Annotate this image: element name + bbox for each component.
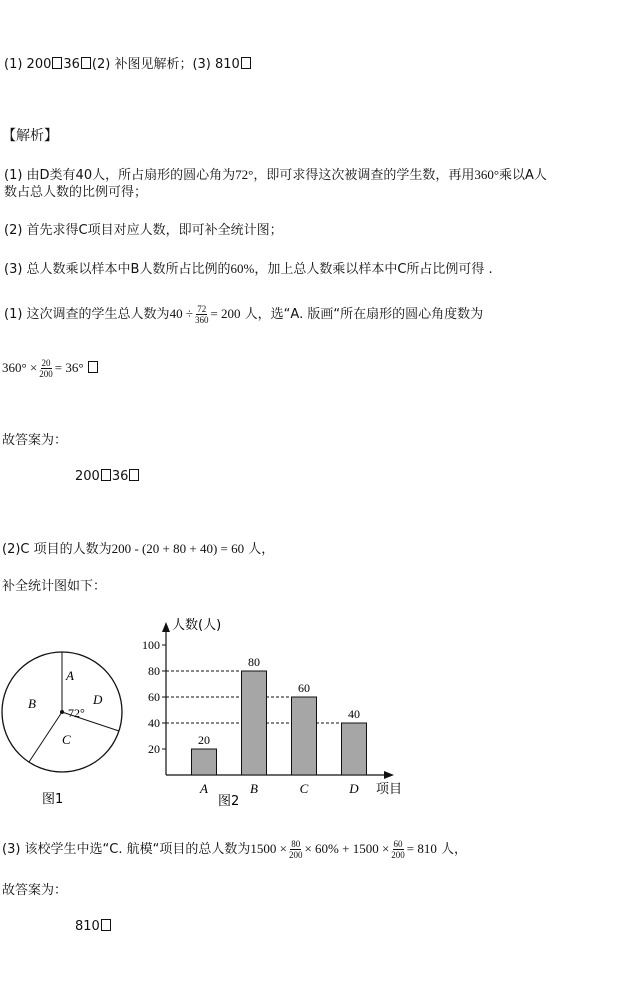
ans1-a: 200 bbox=[75, 469, 100, 484]
y-tick-label: 20 bbox=[148, 742, 160, 756]
p1-text-a: (1) 由D类有40人，所占扇形的圆心角为 bbox=[4, 168, 236, 183]
p5-expr1: 360° × bbox=[2, 360, 38, 375]
y-axis-arrow-icon bbox=[162, 622, 170, 632]
p6-text-b: 人， bbox=[244, 542, 275, 557]
answer-line bbox=[4, 56, 252, 74]
bar-value-label: 20 bbox=[198, 733, 210, 747]
p3-pct: 60% bbox=[230, 261, 255, 276]
p8-expr1: 1500 × bbox=[250, 841, 287, 856]
y-tick-label: 60 bbox=[148, 690, 160, 704]
p4-expr1: 40 ÷ bbox=[169, 306, 193, 321]
missing-glyph-icon bbox=[101, 469, 111, 481]
p8-expr3: = 810 bbox=[406, 841, 437, 856]
p1-deg: 72° bbox=[235, 167, 254, 182]
p8-den2: 200 bbox=[391, 850, 405, 860]
pie-center-dot bbox=[60, 710, 64, 714]
analysis-p1 bbox=[4, 166, 547, 185]
p6-text-a: (2)C 项目的人数为 bbox=[2, 542, 112, 557]
bar-D bbox=[342, 723, 367, 775]
p3-text-a: (3) 总人数乘以样本中B人数所占比例的 bbox=[4, 262, 231, 277]
p8-num1: 80 bbox=[291, 839, 301, 849]
p1-text-c: 乘以A人 bbox=[499, 168, 547, 183]
x-axis-arrow-icon bbox=[384, 771, 394, 779]
solution-p6 bbox=[2, 540, 274, 559]
figure2-caption: 图2 bbox=[218, 794, 240, 809]
p5-den: 200 bbox=[39, 369, 53, 379]
answer-label-1: 故答案为： bbox=[2, 433, 68, 448]
x-tick-label: C bbox=[299, 781, 309, 796]
x-axis-label: 项目 bbox=[376, 782, 403, 797]
bar-value-label: 80 bbox=[248, 655, 260, 669]
answer-part1b: 36 bbox=[63, 57, 80, 72]
p5-expr2: = 36° bbox=[54, 360, 84, 375]
p8-text-b: 人， bbox=[436, 842, 468, 857]
bar-B bbox=[242, 671, 267, 775]
x-tick-label: B bbox=[250, 781, 258, 796]
analysis-p2: (2) 首先求得C项目对应人数，即可补全统计图； bbox=[4, 223, 283, 238]
bar-C bbox=[292, 697, 317, 775]
analysis-header: 【解析】 bbox=[2, 128, 58, 144]
missing-glyph-icon bbox=[81, 57, 91, 69]
answer-1 bbox=[75, 468, 140, 486]
missing-glyph-icon bbox=[241, 57, 251, 69]
y-axis-label: 人数(人) bbox=[172, 618, 222, 633]
ans2-value: 810 bbox=[75, 919, 100, 934]
p8-fraction2 bbox=[390, 839, 406, 860]
p4-num: 72 bbox=[197, 304, 207, 314]
p1-text-b: ，即可求得这次被调查的学生数，再用 bbox=[253, 168, 475, 183]
pie-label-C: C bbox=[62, 732, 71, 747]
figure1-pie bbox=[0, 650, 130, 810]
analysis-p3 bbox=[4, 260, 493, 279]
bar-A bbox=[192, 749, 217, 775]
analysis-p1-line2: 数占总人数的比例可得； bbox=[4, 185, 148, 200]
p3-text-b: ，加上总人数乘以样本中C所占比例可得 . bbox=[254, 262, 493, 277]
solution-p4 bbox=[4, 302, 483, 327]
p4-text-b: 人，选“A. 版画“所在扇形的圆心角度数为 bbox=[240, 307, 484, 322]
pie-radius-lower bbox=[29, 712, 62, 762]
answer-part1: (1) 200 bbox=[4, 57, 52, 72]
p5-num: 20 bbox=[41, 358, 51, 368]
missing-glyph-icon bbox=[129, 469, 139, 481]
missing-glyph-icon bbox=[101, 919, 111, 931]
bar-value-label: 60 bbox=[298, 681, 310, 695]
x-tick-label: D bbox=[349, 781, 359, 796]
p6-expr: 200 - (20 + 80 + 40) = 60 bbox=[111, 541, 245, 556]
y-tick-label: 80 bbox=[148, 664, 160, 678]
answer-label-2: 故答案为： bbox=[2, 883, 68, 898]
bar-value-label: 40 bbox=[348, 707, 360, 721]
p4-expr2: = 200 bbox=[210, 306, 241, 321]
p4-text-a: (1) 这次调查的学生总人数为 bbox=[4, 307, 170, 322]
p5-fraction bbox=[38, 358, 54, 379]
p8-den1: 200 bbox=[288, 850, 303, 860]
p1-deg2: 360° bbox=[474, 167, 500, 182]
pie-label-B: B bbox=[28, 696, 36, 711]
pie-angle-label: 72° bbox=[68, 706, 85, 720]
p8-num2: 60 bbox=[393, 839, 403, 849]
p8-text-a: (3) 该校学生中选“C. 航模“项目的总人数为 bbox=[2, 842, 251, 857]
pie-label-D: D bbox=[93, 692, 103, 707]
ans1-b: 36 bbox=[111, 469, 129, 484]
solution-p7: 补全统计图如下： bbox=[2, 579, 107, 594]
y-tick-label: 40 bbox=[148, 716, 160, 730]
x-tick-label: A bbox=[200, 781, 208, 796]
p8-fraction1 bbox=[288, 839, 304, 860]
answer-2 bbox=[75, 918, 112, 936]
answer-part2: (2) 补图见解析；(3) 810 bbox=[91, 57, 240, 72]
p4-fraction bbox=[194, 304, 210, 325]
figure1-caption: 图1 bbox=[42, 792, 64, 807]
figure2-bar-chart bbox=[130, 612, 420, 812]
missing-glyph-icon bbox=[88, 361, 98, 373]
p4-den: 360 bbox=[194, 315, 209, 325]
solution-p8 bbox=[2, 836, 467, 863]
p8-expr2: × 60% + 1500 × bbox=[304, 841, 390, 856]
y-tick-label: 100 bbox=[142, 638, 160, 652]
solution-p5 bbox=[2, 356, 99, 381]
missing-glyph-icon bbox=[52, 57, 62, 69]
pie-label-A: A bbox=[66, 668, 74, 683]
